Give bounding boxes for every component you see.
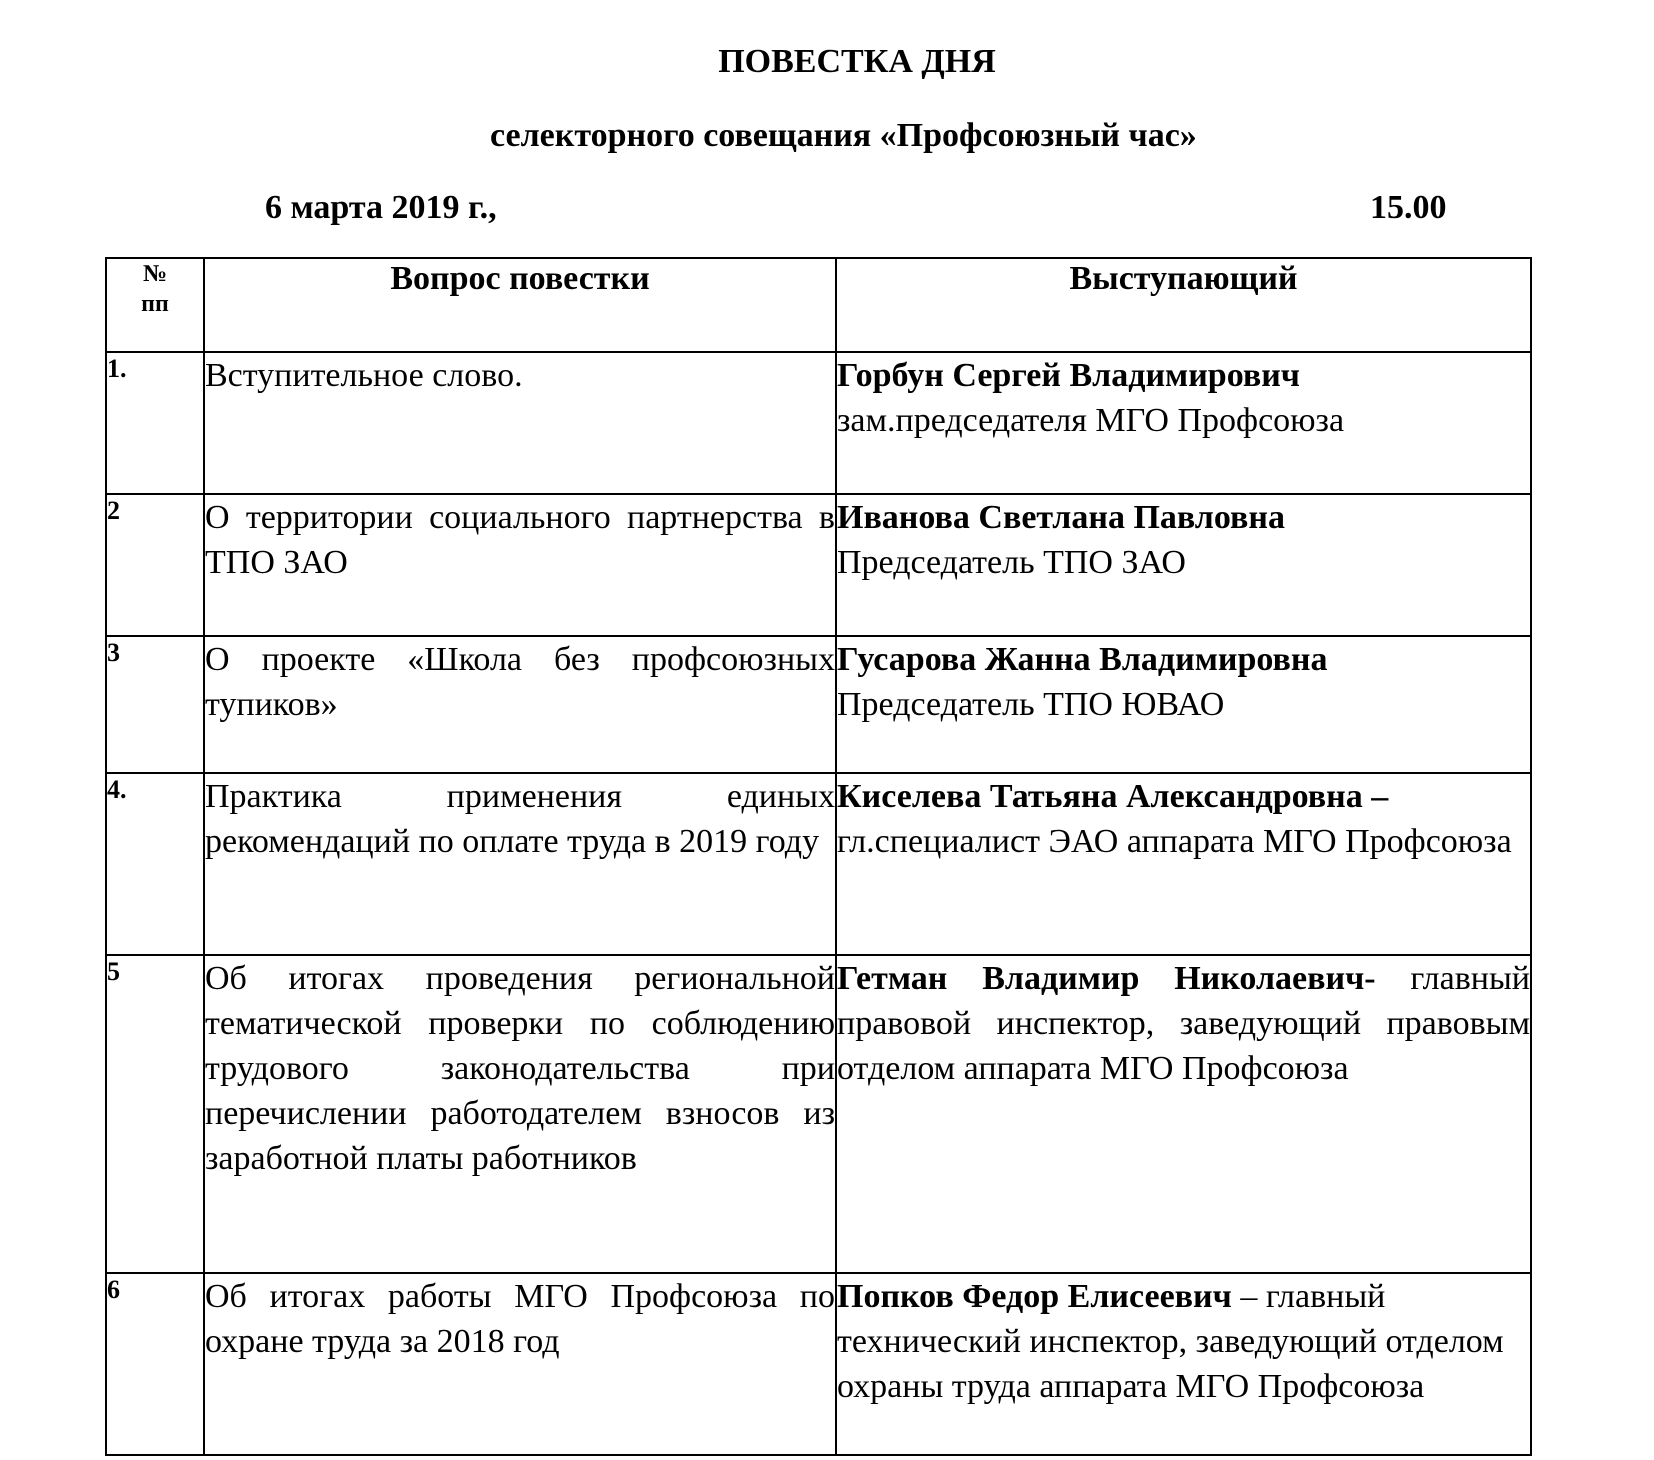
- table-row: [106, 636, 1531, 773]
- row-topic: Об итогах проведения региональной тематической проверки по соблюдению трудового законодательства при перечислении работодателем взносов из заработной платы работников: [204, 955, 836, 1273]
- row-topic: Практика применения единых рекомендаций по оплате труда в 2019 году: [204, 773, 836, 955]
- speaker-name: Киселева Татьяна Александровна –: [837, 778, 1389, 815]
- speaker-role: гл.специалист ЭАО аппарата МГО Профсоюза: [837, 823, 1512, 860]
- row-topic: О проекте «Школа без профсоюзных тупиков»: [204, 636, 836, 773]
- row-number: 4.: [106, 773, 204, 955]
- table-row: [106, 1273, 1531, 1455]
- meeting-time: 15.00: [1370, 189, 1447, 226]
- speaker-role: Председатель ТПО ЗАО: [837, 544, 1186, 581]
- column-header-topic: Вопрос повестки: [204, 258, 836, 352]
- row-speaker: [836, 636, 1531, 773]
- table-header-row: [106, 258, 1531, 352]
- row-number: 3: [106, 636, 204, 773]
- column-header-number: [106, 258, 204, 352]
- row-topic: О территории социального партнерства в ТПО ЗАО: [204, 494, 836, 636]
- row-speaker: [836, 352, 1531, 494]
- row-number: 2: [106, 494, 204, 636]
- row-topic: Вступительное слово.: [204, 352, 836, 494]
- document-title: ПОВЕСТКА ДНЯ: [718, 43, 996, 80]
- table-row: [106, 352, 1531, 494]
- speaker-name: Иванова Светлана Павловна: [837, 499, 1285, 536]
- document-subtitle: селекторного совещания «Профсоюзный час»: [490, 117, 1197, 154]
- table-row: [106, 773, 1531, 955]
- column-header-number-line2: пп: [141, 291, 169, 317]
- row-speaker: [836, 773, 1531, 955]
- row-number: 5: [106, 955, 204, 1273]
- agenda-table: [105, 257, 1532, 1456]
- speaker-role: главный правовой инспектор, заведующий правовым отделом аппарата МГО Профсоюза: [837, 960, 1530, 1087]
- row-number: 6: [106, 1273, 204, 1455]
- table-row: [106, 494, 1531, 636]
- table-row: [106, 955, 1531, 1273]
- column-header-speaker: Выступающий: [836, 258, 1531, 352]
- row-speaker: [836, 955, 1531, 1273]
- speaker-name: Гусарова Жанна Владимировна: [837, 641, 1328, 678]
- speaker-name: Гетман Владимир Николаевич-: [837, 960, 1376, 997]
- speaker-name: Горбун Сергей Владимирович: [837, 357, 1300, 394]
- row-speaker: [836, 1273, 1531, 1455]
- row-topic: Об итогах работы МГО Профсоюза по охране труда за 2018 год: [204, 1273, 836, 1455]
- column-header-number-line1: №: [142, 261, 168, 287]
- meeting-date: 6 марта 2019 г.,: [265, 189, 497, 226]
- speaker-role: Председатель ТПО ЮВАО: [837, 686, 1225, 723]
- speaker-role: зам.председателя МГО Профсоюза: [837, 402, 1345, 439]
- speaker-name: Попков Федор Елисеевич: [837, 1278, 1232, 1315]
- speaker-role: – главный технический инспектор, заведующий отделом охраны труда аппарата МГО Профсоюза: [837, 1278, 1504, 1405]
- row-speaker: [836, 494, 1531, 636]
- row-number: 1.: [106, 352, 204, 494]
